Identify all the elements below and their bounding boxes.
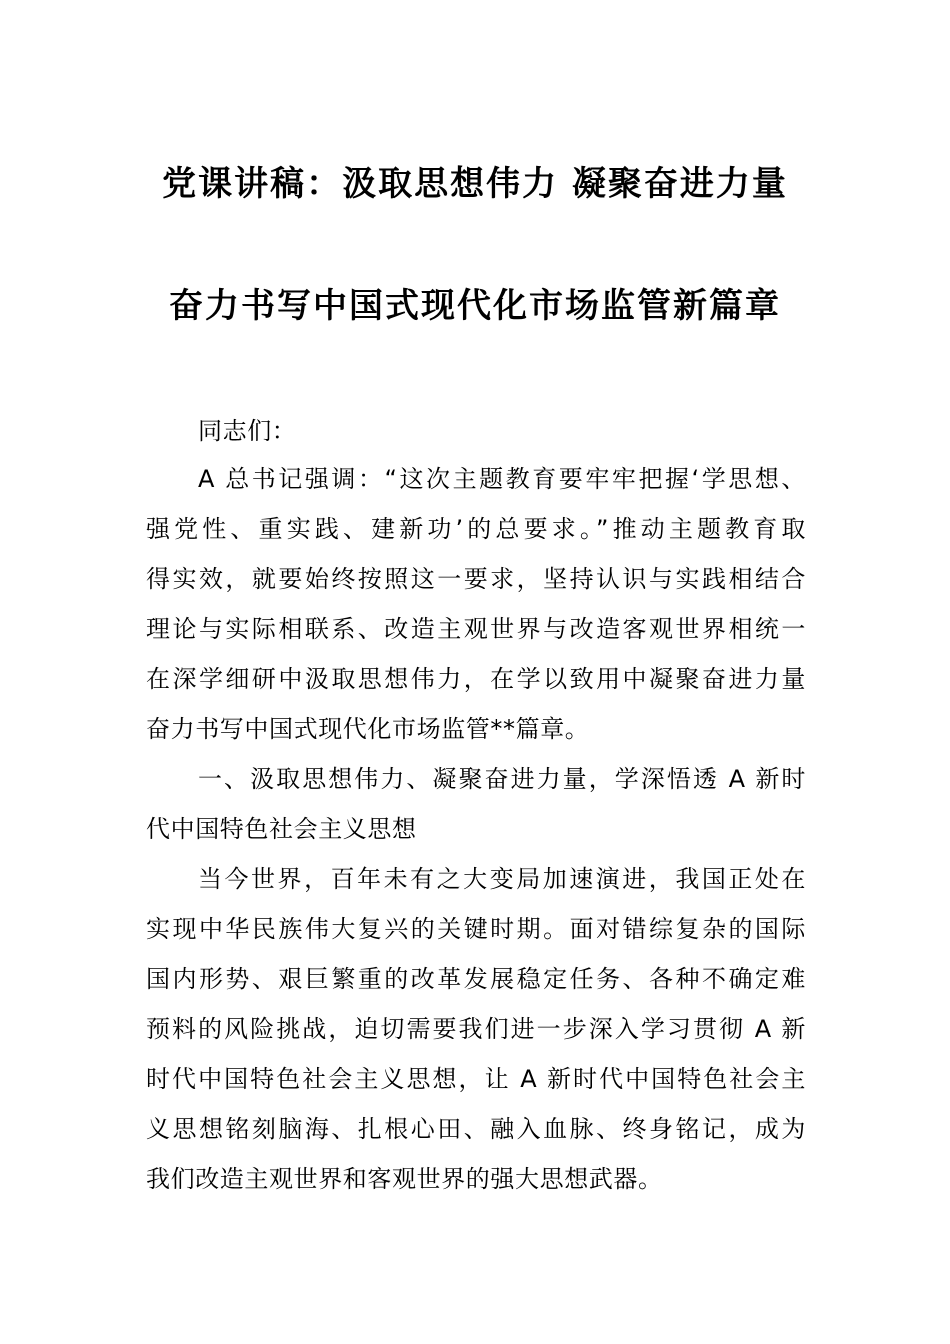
- paragraph-2-line-2: 实现中华民族伟大复兴的关键时期。面对错综复杂的国际: [146, 915, 806, 943]
- paragraph-2-line-5: 时代中国特色社会主义思想，让 A 新时代中国特色社会主: [146, 1065, 806, 1093]
- paragraph-1-line-3: 得实效，就要始终按照这一要求，坚持认识与实践相结合: [146, 565, 806, 593]
- section-heading-line-1: 一、汲取思想伟力、凝聚奋进力量，学深悟透 A 新时: [198, 765, 806, 793]
- document-title-line-1: 党课讲稿：汲取思想伟力 凝聚奋进力量: [162, 164, 788, 204]
- paragraph-2-line-7: 我们改造主观世界和客观世界的强大思想武器。: [146, 1165, 663, 1193]
- paragraph-1-line-5: 在深学细研中汲取思想伟力，在学以致用中凝聚奋进力量: [146, 665, 806, 693]
- document-title-line-2: 奋力书写中国式现代化市场监管新篇章: [169, 286, 781, 326]
- paragraph-1-line-4: 理论与实际相联系、改造主观世界与改造客观世界相统一: [146, 615, 806, 643]
- paragraph-1-line-1: A 总书记强调：“这次主题教育要牢牢把握‘学思想、: [198, 465, 806, 493]
- section-heading-line-2: 代中国特色社会主义思想: [146, 815, 417, 843]
- paragraph-2-line-1: 当今世界，百年未有之大变局加速演进，我国正处在: [198, 865, 806, 893]
- paragraph-2-line-3: 国内形势、艰巨繁重的改革发展稳定任务、各种不确定难: [146, 965, 806, 993]
- salutation: 同志们：: [198, 417, 297, 445]
- paragraph-2-line-4: 预料的风险挑战，迫切需要我们进一步深入学习贯彻 A 新: [146, 1015, 806, 1043]
- paragraph-1-line-6: 奋力书写中国式现代化市场监管**篇章。: [146, 715, 590, 743]
- paragraph-2-line-6: 义思想铭刻脑海、扎根心田、融入血脉、终身铭记，成为: [146, 1115, 806, 1143]
- paragraph-1-line-2: 强党性、重实践、建新功’的总要求。”推动主题教育取: [146, 515, 806, 543]
